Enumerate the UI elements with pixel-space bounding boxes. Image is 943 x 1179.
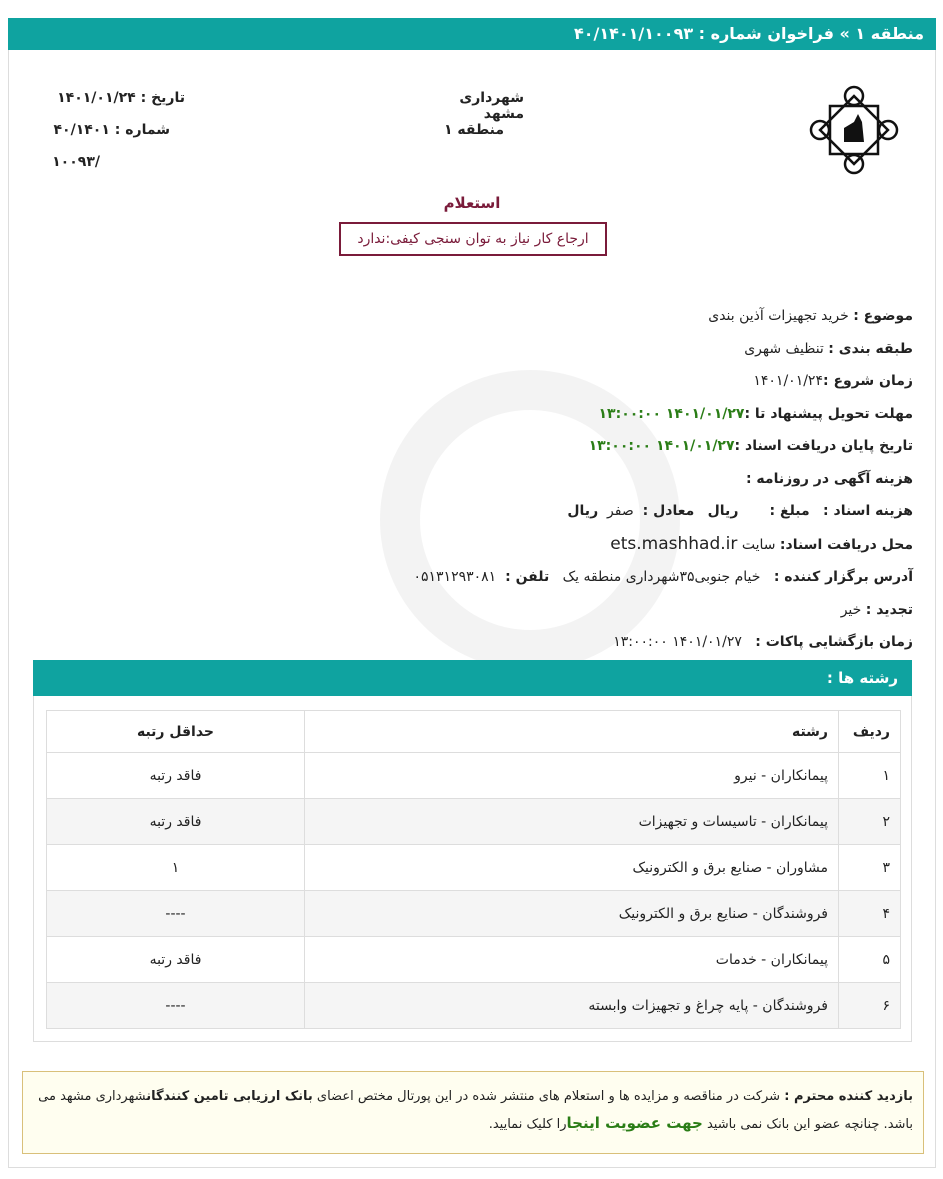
table-row xyxy=(47,753,901,799)
min-rank: ---- xyxy=(47,891,305,937)
field-name: پیمانکاران - نیرو xyxy=(305,753,839,799)
field-name: فروشندگان - صنایع برق و الکترونیک xyxy=(305,891,839,937)
min-rank: فاقد رتبه xyxy=(47,753,305,799)
number-value-cont: /۱۰۰۹۳ xyxy=(52,154,100,170)
opening-row xyxy=(313,626,913,659)
label: هزینه آگهی در روزنامه : xyxy=(745,470,913,487)
label: طبقه بندی : xyxy=(828,340,913,357)
row-number: ۴ xyxy=(839,891,901,937)
label: زمان شروع : xyxy=(822,373,913,389)
row-number: ۵ xyxy=(839,937,901,983)
renewal-row xyxy=(313,594,913,627)
label: محل دریافت اسناد: xyxy=(779,536,913,553)
min-rank: ---- xyxy=(47,983,305,1029)
value: تنظیف شهری xyxy=(744,340,824,357)
value: سایت xyxy=(741,536,776,553)
table-row xyxy=(47,983,901,1029)
page-header: منطقه ۱ » فراخوان شماره : ۴۰/۱۴۰۱/۱۰۰۹۳ xyxy=(8,18,936,50)
notice-lead: بازدید کننده محترم : xyxy=(784,1089,913,1104)
currency: ریال xyxy=(567,503,599,519)
place-row xyxy=(313,528,913,562)
phone-label: تلفن : xyxy=(505,569,550,585)
ad-cost-row xyxy=(313,463,913,496)
municipality-logo-icon xyxy=(808,84,900,176)
equiv-value: صفر xyxy=(607,503,634,519)
field-name: مشاوران - صنایع برق و الکترونیک xyxy=(305,845,839,891)
fields-section-title: رشته ها : xyxy=(33,660,912,696)
doc-cost-row xyxy=(313,495,913,528)
visitor-notice xyxy=(22,1071,924,1154)
min-rank: فاقد رتبه xyxy=(47,799,305,845)
number-value: ۴۰/۱۴۰۱ xyxy=(53,122,110,138)
value: خیر xyxy=(840,601,862,618)
value: ۱۴۰۱/۰۱/۲۷ ۱۳:۰۰:۰۰ xyxy=(598,405,745,422)
table-row xyxy=(47,799,901,845)
col-header-min-rank: حداقل رتبه xyxy=(47,711,305,753)
label: موضوع : xyxy=(853,308,913,324)
value: خرید تجهیزات آذین بندی xyxy=(708,308,849,324)
docs-end-row xyxy=(313,430,913,463)
label: آدرس برگزار کننده : xyxy=(773,569,913,585)
start-row xyxy=(313,365,913,398)
table-row xyxy=(47,891,901,937)
org-region: منطقه ۱ xyxy=(443,122,504,138)
fields-table xyxy=(46,710,901,1029)
phone-value: ۰۵۱۳۱۲۹۳۰۸۱ xyxy=(413,569,497,585)
date-row xyxy=(40,90,185,106)
table-row xyxy=(47,937,901,983)
row-number: ۲ xyxy=(839,799,901,845)
tender-info xyxy=(313,300,913,659)
amount-label: مبلغ : xyxy=(769,503,810,519)
site-link[interactable]: ets.mashhad.ir xyxy=(610,533,738,554)
deadline-row xyxy=(313,398,913,431)
label: تجدید : xyxy=(865,601,913,618)
value: ۱۴۰۱/۰۱/۲۷ ۱۳:۰۰:۰۰ xyxy=(613,634,742,650)
value: ۱۴۰۱/۰۱/۲۷ ۱۳:۰۰:۰۰ xyxy=(588,438,735,454)
field-name: فروشندگان - پایه چراغ و تجهیزات وابسته xyxy=(305,983,839,1029)
fields-table-wrap xyxy=(33,696,912,1042)
notice-bank: بانک ارزیابی تامین کنندگان xyxy=(146,1089,313,1104)
equiv-label: معادل : xyxy=(642,503,695,519)
date-value: ۱۴۰۱/۰۱/۲۴ xyxy=(57,90,136,106)
min-rank: ۱ xyxy=(47,845,305,891)
subject-row xyxy=(313,300,913,333)
col-header-field: رشته xyxy=(305,711,839,753)
address-row xyxy=(313,561,913,594)
number-row xyxy=(40,122,170,138)
row-number: ۶ xyxy=(839,983,901,1029)
label: تاریخ پایان دریافت اسناد : xyxy=(734,438,913,454)
row-number: ۱ xyxy=(839,753,901,799)
notice-text: را کلیک نمایید. xyxy=(488,1117,567,1132)
col-header-row-no: ردیف xyxy=(839,711,901,753)
label: زمان بازگشایی پاکات : xyxy=(755,634,913,650)
doc-type-title: استعلام xyxy=(443,194,501,212)
label: مهلت تحویل پیشنهاد تا : xyxy=(744,405,913,422)
currency: ریال xyxy=(707,503,739,519)
qualification-note: ارجاع کار نیاز به توان سنجی کیفی:ندارد xyxy=(339,222,607,256)
category-row xyxy=(313,333,913,366)
row-number: ۳ xyxy=(839,845,901,891)
value: خیام جنوبی۳۵شهرداری منطقه یک xyxy=(562,569,761,585)
field-name: پیمانکاران - تاسیسات و تجهیزات xyxy=(305,799,839,845)
membership-link[interactable]: جهت عضویت اینجا xyxy=(566,1114,703,1132)
table-row xyxy=(47,845,901,891)
org-name: شهرداری مشهد xyxy=(459,90,524,122)
notice-text: شرکت در مناقصه و مزایده ها و استعلام های منتشر شده در این پورتال مختص اعضای xyxy=(312,1089,785,1104)
label: هزینه اسناد : xyxy=(823,503,913,519)
number-label: شماره : xyxy=(114,122,170,138)
field-name: پیمانکاران - خدمات xyxy=(305,937,839,983)
date-label: تاریخ : xyxy=(140,90,185,106)
notice-text: شهرداری مشهد می باشد. چنانچه عضو این بانک نمی باشید xyxy=(38,1089,913,1132)
value: ۱۴۰۱/۰۱/۲۴ xyxy=(753,373,823,389)
min-rank: فاقد رتبه xyxy=(47,937,305,983)
